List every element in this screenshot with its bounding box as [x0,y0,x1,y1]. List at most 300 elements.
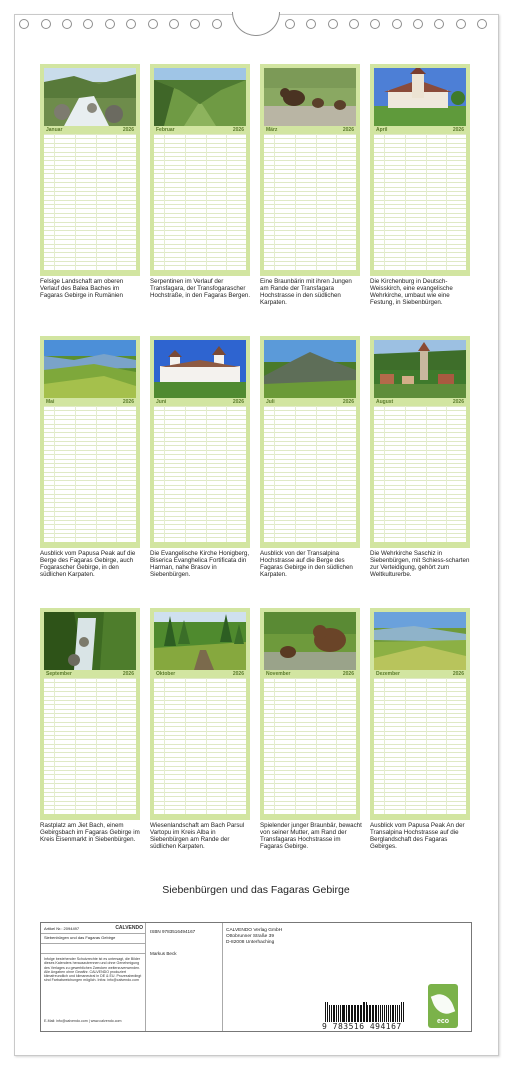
month-name: Oktober [156,671,176,677]
month-caption: Wiesenlandschaft am Bach Parsul Vartopu im Kreis Alba in Siebenbürgen am Rande der südlichen Karpaten. [150,822,245,850]
day-line [44,537,136,538]
day-line [264,485,356,486]
day-line [264,406,356,407]
day-line [374,752,466,753]
day-line [264,178,356,179]
day-line [264,805,356,806]
day-line [264,450,356,451]
month-header [264,670,356,678]
day-line [154,722,246,723]
day-line [44,480,136,481]
day-line [154,217,246,218]
binding-hole [306,19,316,29]
barcode-bar [403,1002,404,1022]
day-line [374,195,466,196]
day-line [374,809,466,810]
day-line [264,248,356,249]
day-grid [44,406,136,542]
column-line [426,678,427,814]
day-line [44,406,136,407]
column-line [274,678,275,814]
day-line [374,187,466,188]
barcode-bar [346,1005,347,1022]
day-line [374,766,466,767]
day-line [44,678,136,679]
day-line [44,524,136,525]
day-line [154,454,246,455]
day-line [264,691,356,692]
day-line [264,516,356,517]
column-line [116,134,117,270]
day-line [44,770,136,771]
day-line [374,244,466,245]
month-oktober [150,608,250,854]
day-line [44,516,136,517]
day-line [374,450,466,451]
month-juli [260,336,360,608]
day-line [374,138,466,139]
day-line [44,511,136,512]
day-line [44,472,136,473]
month-grid [40,64,472,854]
month-year: 2026 [232,671,244,677]
day-line [374,257,466,258]
barcode-bar [380,1005,381,1022]
month-card [260,64,360,276]
month-name: April [376,127,388,133]
binding-hole [413,19,423,29]
barcode-bar [327,1002,328,1022]
day-line [44,735,136,736]
day-line [374,792,466,793]
day-line [264,533,356,534]
day-line [264,779,356,780]
day-line [154,239,246,240]
month-card [370,336,470,548]
day-line [264,226,356,227]
day-line [154,770,246,771]
day-line [264,138,356,139]
column-line [164,134,165,270]
day-line [374,261,466,262]
day-line [154,757,246,758]
day-line [154,419,246,420]
day-line [374,713,466,714]
day-line [154,147,246,148]
barcode-bar [329,1005,330,1022]
day-line [44,195,136,196]
day-line [264,796,356,797]
day-line [154,182,246,183]
day-line [374,511,466,512]
day-line [44,261,136,262]
day-line [264,722,356,723]
day-line [154,213,246,214]
month-photo [264,68,356,126]
day-line [264,156,356,157]
day-line [374,801,466,802]
day-line [374,182,466,183]
day-line [44,437,136,438]
day-line [264,441,356,442]
day-line [264,134,356,135]
day-line [374,748,466,749]
binding-hole [392,19,402,29]
day-line [374,160,466,161]
day-grid [154,678,246,814]
day-line [154,178,246,179]
day-line [154,165,246,166]
month-year: 2026 [342,671,354,677]
month-caption: Ausblick von der Transalpina Hochstrasse auf die Berge des Fagaras Gebirge in den südlichen Karpaten. [260,550,353,578]
day-line [374,165,466,166]
day-line [44,731,136,732]
day-line [44,774,136,775]
day-line [154,731,246,732]
day-line [374,191,466,192]
day-line [44,792,136,793]
day-line [264,419,356,420]
month-caption: Ausblick vom Papusa Peak auf die Berge des Fagaras Gebirge, auch Fogarascher Gebirge, in den südlichen Karpaten. [40,550,136,578]
day-grid [264,406,356,542]
column-line [164,678,165,814]
day-line [44,726,136,727]
day-line [374,265,466,266]
day-line [154,200,246,201]
day-line [374,432,466,433]
barcode-bar [357,1005,358,1022]
day-line [154,524,246,525]
day-line [374,222,466,223]
day-line [44,476,136,477]
day-line [44,160,136,161]
day-line [374,533,466,534]
day-line [154,415,246,416]
month-februar [150,64,250,336]
eco-badge [428,984,458,1028]
day-line [44,428,136,429]
month-header [44,126,136,134]
barcode-bar [333,1005,335,1022]
month-caption: Eine Braunbärin mit ihren Jungen am Rande der Transfagara Hochstrasse in den südlichen Karpaten. [260,278,352,306]
day-line [154,450,246,451]
column-line [185,406,186,542]
day-line [374,774,466,775]
day-line [374,213,466,214]
column-line [185,678,186,814]
day-line [44,222,136,223]
day-line [264,459,356,460]
binding-hole [370,19,380,29]
day-line [264,801,356,802]
binding-hole [349,19,359,29]
binding-hole [83,19,93,29]
column-line [75,678,76,814]
barcode-bar [348,1005,350,1022]
day-line [374,415,466,416]
day-line [374,230,466,231]
day-line [154,687,246,688]
barcode-bar [390,1005,391,1022]
day-line [44,752,136,753]
barcode-bar [338,1005,339,1022]
day-line [154,463,246,464]
calendar-title: Siebenbürgen und das Fagaras Gebirge [162,884,350,896]
barcode-bar [375,1005,377,1022]
day-line [44,441,136,442]
day-line [264,700,356,701]
day-line [154,489,246,490]
day-line [154,709,246,710]
day-line [264,467,356,468]
day-line [264,239,356,240]
barcode-bar [382,1005,383,1022]
day-line [44,502,136,503]
month-caption: Rastplatz am Jiet Bach, einem Gebirgsbach im Fagaras Gebirge im Kreis Eisenmarkt in Siebenbürgen. [40,822,140,843]
day-line [264,489,356,490]
day-line [154,533,246,534]
day-line [44,450,136,451]
publisher-city: D-82008 Unterhaching [226,940,275,945]
day-line [264,415,356,416]
barcode [325,1002,405,1022]
day-line [154,472,246,473]
month-photo [154,68,246,126]
column-line [96,406,97,542]
column-line [336,406,337,542]
day-line [374,682,466,683]
day-line [374,156,466,157]
day-line [374,678,466,679]
day-line [374,178,466,179]
day-line [154,520,246,521]
day-line [154,700,246,701]
month-photo [264,612,356,670]
day-line [154,195,246,196]
binding-hole [477,19,487,29]
day-line [44,208,136,209]
month-card [370,608,470,820]
day-line [154,498,246,499]
column-line [164,406,165,542]
barcode-bar [392,1005,394,1022]
barcode-bar [372,1005,373,1022]
month-name: Februar [156,127,175,133]
day-line [44,204,136,205]
day-line [154,783,246,784]
day-line [154,726,246,727]
day-line [44,156,136,157]
day-line [154,169,246,170]
day-line [154,160,246,161]
day-line [44,498,136,499]
day-line [44,178,136,179]
month-name: Mai [46,399,55,405]
day-line [44,226,136,227]
day-line [374,735,466,736]
day-line [374,498,466,499]
day-line [154,204,246,205]
day-line [154,173,246,174]
month-photo [44,68,136,126]
day-line [264,261,356,262]
day-line [154,235,246,236]
month-photo [264,340,356,398]
day-line [44,424,136,425]
day-line [44,788,136,789]
day-line [44,200,136,201]
day-line [264,731,356,732]
column-line [295,406,296,542]
day-line [264,182,356,183]
day-line [374,235,466,236]
month-name: Januar [46,127,63,133]
day-line [154,485,246,486]
day-grid [374,406,466,542]
day-line [44,239,136,240]
day-line [154,717,246,718]
month-header [374,670,466,678]
barcode-bar [397,1005,398,1022]
month-year: 2026 [342,399,354,405]
day-line [44,410,136,411]
barcode-bar [354,1005,355,1022]
calvendo-logo: CALVENDO [115,925,143,931]
day-line [374,520,466,521]
day-line [154,713,246,714]
day-line [374,726,466,727]
day-line [264,191,356,192]
column-line [384,134,385,270]
month-photo [374,612,466,670]
barcode-bar [358,1005,359,1022]
day-line [374,424,466,425]
month-year: 2026 [342,127,354,133]
day-line [374,691,466,692]
day-grid [154,134,246,270]
day-line [374,226,466,227]
day-line [264,774,356,775]
day-line [264,687,356,688]
binding-hole [148,19,158,29]
month-year: 2026 [122,671,134,677]
month-name: September [46,671,72,677]
day-line [374,704,466,705]
day-line [374,208,466,209]
month-april [370,64,470,336]
day-line [154,796,246,797]
article-number: Artikel Nr.: 2094497 [44,925,80,931]
day-line [44,415,136,416]
day-line [374,757,466,758]
column-line [405,678,406,814]
day-line [44,704,136,705]
binding-hole [328,19,338,29]
month-november [260,608,360,854]
day-line [264,200,356,201]
barcode-bar [366,1002,367,1022]
day-line [264,713,356,714]
month-card [150,336,250,548]
day-line [374,502,466,503]
day-line [374,516,466,517]
day-line [154,792,246,793]
day-line [154,801,246,802]
day-line [44,766,136,767]
day-line [374,722,466,723]
footer-box [40,922,472,1032]
day-line [264,204,356,205]
day-line [264,432,356,433]
day-line [44,454,136,455]
legal-text: Infolge bestehender Schutzrechte ist es untersagt, die Bilder dieses Kalenders herauszutrennen und ohne Genehmigung des Verlages zu gewerblichen Zwecken weiterzuverwenden. Alle Angaben ohne Gewähr. CALVENDO produziert klimafreundlich und klimaneutral in DE & EU. Prozessbedingt sind Farbabweichungen möglich. Infos: info@calvendo.com [44,957,142,983]
day-line [154,696,246,697]
day-line [154,805,246,806]
month-year: 2026 [232,399,244,405]
day-line [264,476,356,477]
day-line [44,696,136,697]
day-line [154,480,246,481]
barcode-bar [367,1005,368,1022]
day-line [44,152,136,153]
day-line [44,165,136,166]
barcode-bar [340,1005,341,1022]
column-line [206,406,207,542]
column-line [295,678,296,814]
month-header [154,398,246,406]
day-line [154,152,246,153]
month-august [370,336,470,608]
day-line [44,722,136,723]
day-line [264,173,356,174]
day-line [44,173,136,174]
day-line [374,441,466,442]
day-grid [264,678,356,814]
month-caption: Ausblick vom Papusa Peak An der Transalpina Hochstrasse auf die Berglandschaft des Fagaras Gebirges. [370,822,465,850]
day-grid [374,134,466,270]
binding-hole [19,19,29,29]
day-line [44,757,136,758]
isbn-text: ISBN 9783516494167 [150,929,196,934]
footer-middle-column [147,923,223,1031]
month-caption: Die Kirchenburg in Deutsch-Weisskirch, eine evangelische Wehrkirche, umbaut wie eine Festung, in Siebenbürgen. [370,278,453,306]
day-line [264,472,356,473]
column-line [75,134,76,270]
day-line [44,739,136,740]
day-line [154,208,246,209]
footer-left-column [41,923,146,1031]
binding-hole [212,19,222,29]
month-card [260,336,360,548]
day-line [154,432,246,433]
day-line [44,682,136,683]
column-line [446,406,447,542]
day-line [374,152,466,153]
month-card [150,608,250,820]
day-line [374,410,466,411]
binding-hole [190,19,200,29]
barcode-bar [369,1005,370,1022]
day-line [374,200,466,201]
day-line [264,410,356,411]
month-year: 2026 [122,399,134,405]
day-line [374,731,466,732]
day-line [154,406,246,407]
column-line [405,134,406,270]
day-line [154,511,246,512]
day-line [44,489,136,490]
day-line [374,463,466,464]
